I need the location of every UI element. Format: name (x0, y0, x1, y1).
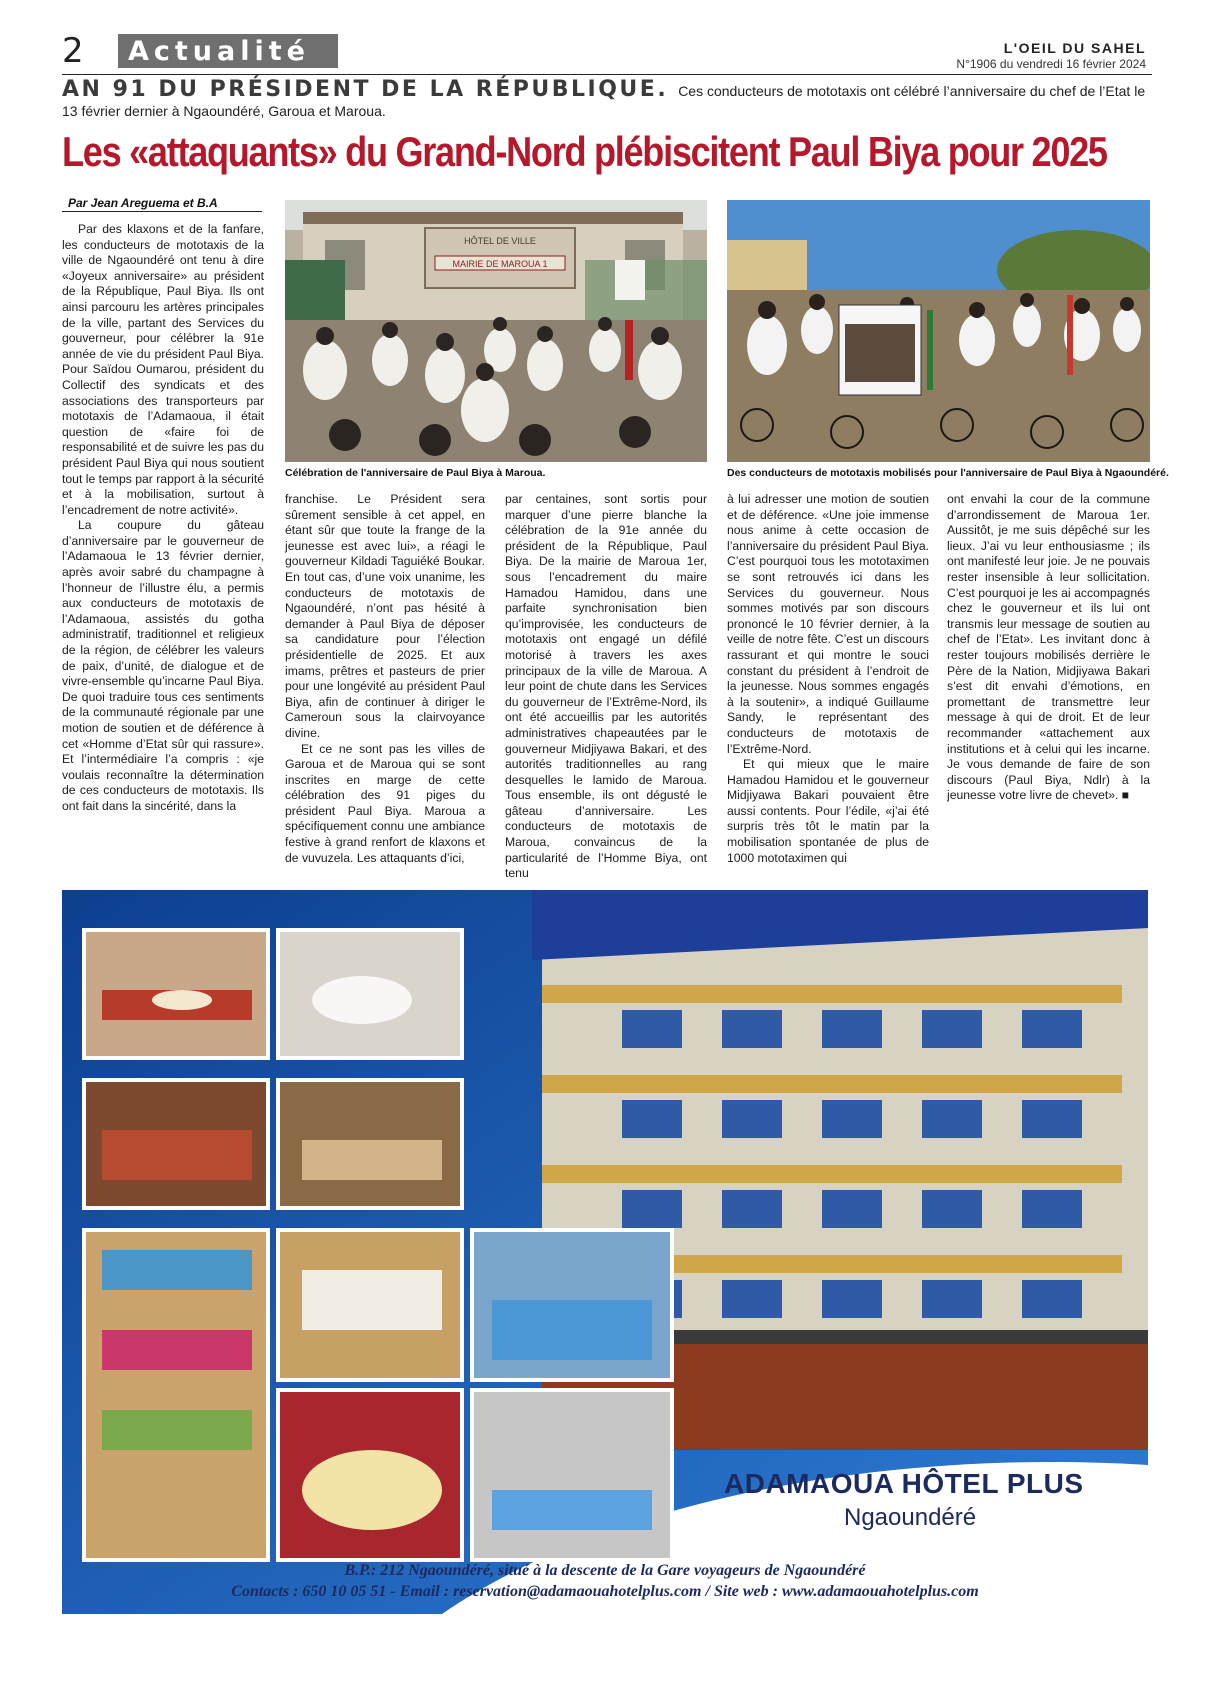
hotel-city: Ngaoundéré (844, 1504, 977, 1531)
hotel-address: B.P.: 212 Ngaoundéré, situé à la descente de la Gare voyageurs de Ngaoundéré (344, 1562, 866, 1579)
hotel-advert (62, 890, 1148, 1614)
paragraph: Et qui mieux que le maire Hamadou Hamidou et le gouverneur Midjiyawa Bakari pouvaient être aussi contents. Pour l’édile, «j’ai été surpris très tôt le matin par la mobilisation spontanée de plus de 1000 mototaximen qui (727, 757, 929, 865)
kicker-lead: AN 91 DU PRÉSIDENT DE LA RÉPUBLIQUE. (62, 77, 669, 102)
paragraph: à lui adresser une motion de soutien et de déférence. «Une joie immense nous anime à cette occasion de l’anniversaire du président Paul Biya. C’est pourquoi tous les mototaximen se sont retrouvés ici dans les Services du gouverneur. Nous sommes motivés par son discours prononcé le 10 février dernier, à la veille de notre fête. C’est un discours rassurant et qui montre le souci constant du président à l’endroit de la jeunesse. Nous sommes engagés à la soutenir», a indiqué Guillaume Sandy, le représentant des conducteurs de mototaxis de l’Extrême-Nord. (727, 492, 929, 756)
photo-ngaoundere-illustration (727, 200, 1150, 462)
maroua-sign-2: MAIRIE DE MAROUA 1 (452, 259, 548, 269)
issue-date: N°1906 du vendredi 16 février 2024 (956, 57, 1146, 71)
headline: Les «attaquants» du Grand-Nord plébiscitent Paul Biya pour 2025 (62, 128, 1107, 175)
caption-ngaoundere: Des conducteurs de mototaxis mobilisés pour l'anniversaire de Paul Biya à Ngaoundéré. (727, 467, 1169, 479)
kicker (62, 77, 1152, 121)
paragraph: franchise. Le Président sera sûrement sensible à cet appel, en étant sûr que toute la frange de la jeunesse est avec lui», a réagi le gouverneur Kildadi Taguiéké Boukar. En tout cas, d’une voix unanime, les conducteurs de mototaxis de Ngaoundéré, n’ont pas hésité à demander à Paul Biya de déposer sa candidature pour l’élection présidentielle de 2025. Et aux imams, prêtres et pasteurs de prier pour une longévité au président Paul Biya, afin de continuer à diriger le Cameroun sous la clairvoyance divine. (285, 492, 485, 740)
hotel-advert-illustration (62, 890, 1148, 1614)
article-column-1 (62, 222, 264, 815)
photo-maroua-illustration (285, 200, 707, 462)
hotel-name: ADAMAOUA HÔTEL PLUS (724, 1468, 1084, 1499)
section-label: Actualité (128, 36, 310, 67)
page-number: 2 (62, 31, 84, 71)
maroua-sign-1: HÔTEL DE VILLE (464, 236, 536, 246)
paragraph: Et ce ne sont pas les villes de Garoua et de Maroua qui se sont inscrites en marge de cette célébration des 91 piges du président Paul Biya. Maroua a spécifiquement connu une ambiance festive à grand renfort de klaxons et de vuvuzela. Les attaquants d’ici, (285, 741, 485, 865)
photo-maroua-celebration (285, 200, 707, 462)
article-column-4 (727, 492, 929, 866)
paragraph: par centaines, sont sortis pour marquer d’une pierre blanche la célébration de la 91e année du président de la République, Paul Biya. De la mairie de Maroua 1er, sous l’encadrement du maire Hamadou Hamidou, dans une parfaite synchronisation bien qu’improvisée, les conducteurs de mototaxis ont engagé un défilé motorisé à travers les axes principaux de la ville de Maroua. A leur point de chute dans les Services du gouverneur de l’Extrême-Nord, ils ont été accueillis par les autorités administratives chapeautées par le gouverneur Midjiyawa Bakari, et des autorités traditionnelles au rang desquelles le lamido de Maroua. Tous ensemble, ils ont dégusté le gâteau d’anniversaire. Les conducteurs de mototaxis de Maroua, convaincus de la particularité de l’Homme Biya, ont tenu (505, 492, 707, 881)
paragraph: Par des klaxons et de la fanfare, les conducteurs de mototaxis de la ville de Ngaoundéré ont tenu à dire «Joyeux anniversaire» au président de la République, Paul Biya. Ils ont ainsi parcouru les artères principales de la ville, partant des Services du gouverneur, pour célébrer la 91e année de vie du président Paul Biya. Pour Saïdou Oumarou, président du Collectif des syndicats et des associations des transporteurs par mototaxis de l’Adamaoua, il était question de «faire foi de responsabilité et de suivre les pas du président Paul Biya qui nous soutient tout le temps par rapport à la sécurité et à la mobilisation, surtout à l’encadrement de notre activité». (62, 222, 264, 517)
article-column-5 (947, 492, 1150, 804)
kicker-text: Ces conducteurs de mototaxis ont célébré l’anniversaire du chef de l’Etat le 13 février dernier à Ngaoundéré, Garoua et Maroua. (62, 83, 1146, 119)
article-column-3 (505, 492, 707, 882)
article-column-2 (285, 492, 485, 866)
paragraph: La coupure du gâteau d’anniversaire par le gouverneur de l’Adamaoua le 13 février dernier, après avoir sabré du champagne à l’honneur de l’illustre élu, a permis aux conducteurs de mototaxis de l’Adamaoua, assistés du gotha administratif, traditionnel et religieux de la région, de célébrer les valeurs de paix, d’unité, de dialogue et de vivre-ensemble qu’incarne Paul Biya. De quoi traduire tous ces sentiments de la communauté régionale par une motion de soutien et de déférence à cet «Homme d’Etat sûr qui rassure». Et l’intermédiaire l’a compris : «je voulais reconnaître la détermination de ces conducteurs de mototaxis. Ils ont fait dans la sincérité, dans la (62, 518, 264, 813)
hotel-contacts: Contacts : 650 10 05 51 - Email : reservation@adamaouahotelplus.com / Site web : www.adamaouahotelplus.com (231, 1583, 979, 1600)
byline-rule (62, 211, 262, 212)
caption-maroua: Célébration de l'anniversaire de Paul Biya à Maroua. (285, 467, 546, 479)
photo-ngaoundere-mobilisation (727, 200, 1150, 462)
byline: Par Jean Areguema et B.A (68, 196, 218, 210)
publication-name: L'OEIL DU SAHEL (1003, 40, 1146, 56)
paragraph: ont envahi la cour de la commune d’arrondissement de Maroua 1er. Aussitôt, je me suis dépêché sur les lieux. J’ai vu leur enthousiasme ; ils ont manifesté leur joie. Je ne pouvais rester insensible à leur sollicitation. C’est pourquoi je les ai accompagnés chez le gouverneur et ils lui ont transmis leur message de soutien au chef de l’Etat». Les invitant donc à rester toujours mobilisés derrière le Père de la Nation, Midjiyawa Bakari s’est dit envahi d’émotions, en promettant de transmettre leur message à qui de droit. Et de leur recommander «attachement aux institutions et à celui qui les incarne. Je vous demande de faire de son discours (Paul Biya, Ndlr) à la jeunesse votre livre de chevet». ■ (947, 492, 1150, 803)
header-rule (62, 74, 1152, 75)
